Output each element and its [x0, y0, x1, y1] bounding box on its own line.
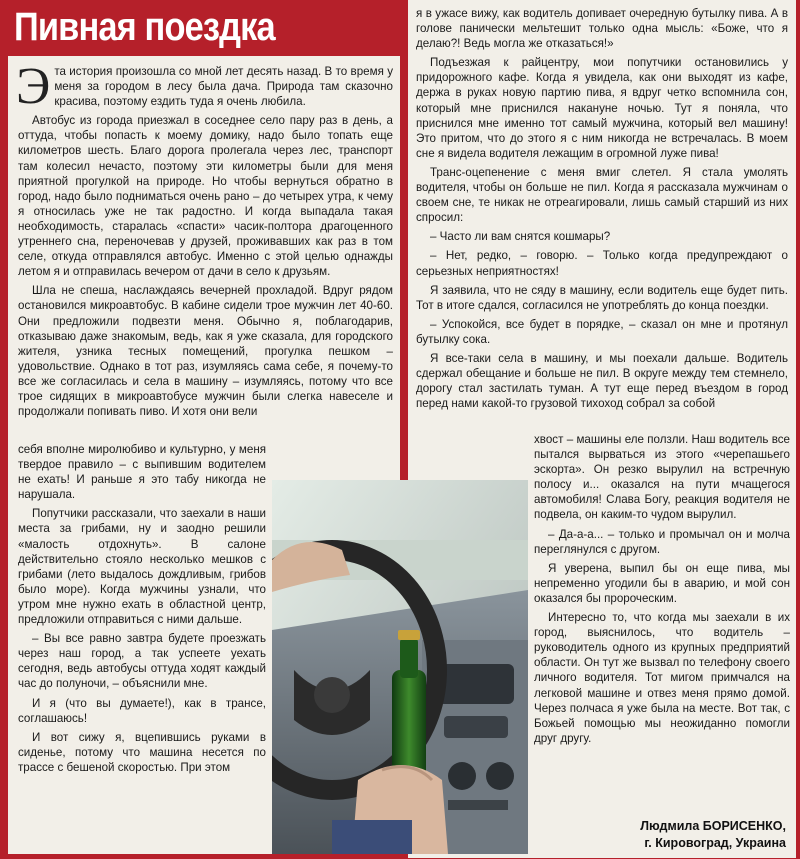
driver-with-beer-bottle-illustration: [272, 480, 528, 854]
paragraph: Автобус из города приезжал в соседнее село пару раз в день, а оттуда, чтобы попасть к моему домику, надо было топать еще километров шесть. Благо дорога пролегала через лес, транспорт там колесил нечасто, поэтому эти километры были для меня приятной прогулкой на природе. Но чтобы вернуться обратно в город, надо было подниматься очень рано – до четырех утра, к чему я относилась уже не так радостно. И когда выпадала такая необходимость, старалась «спасти» часик-полтора драгоценного утреннего сна, переночевав у друзей, проживавших как раз в том селе, откуда отправлялся автобус. Именно с этой целью однажды летом я и отправилась вечером от дачи в село к друзьям.: [18, 114, 393, 279]
drop-cap: Э: [16, 58, 51, 115]
column-right-top: [416, 6, 788, 415]
paragraph: Я уверена, выпил бы он еще пива, мы непременно угодили бы в аварию, и мой сон оказался бы пророческим.: [534, 561, 790, 605]
paragraph: – Вы все равно завтра будете проезжать через наш город, а так успеете уехать сегодня, ведь автобусы оттуда ходят каждый час до полуночи, – объяснили мне.: [18, 632, 266, 691]
column-right-narrow: [534, 432, 790, 750]
paragraph: – Часто ли вам снятся кошмары?: [430, 230, 611, 244]
paragraph: – Да-а-а... – только и промычал он и молча переглянулся с другом.: [534, 527, 790, 556]
paragraph: Интересно то, что когда мы заехали в их город, выяснилось, что водитель – руководитель одного из крупных предприятий области. Он тут же вызвал по телефону своего личного водителя. Тот мигом примчался на легковой машине и отвез меня прямо домой. Через полчаса я уже была на месте. Вот так, с Божьей помощью мы неожиданно помогли друг другу.: [534, 611, 790, 745]
paragraph: Я все-таки села в машину, и мы поехали дальше. Водитель сдержал обещание и больше не пил. В округе между тем стемнело, дорогу стал застилать туман. А тут еще перед въездом в город перед нами какой-то грузовой тихоход собрал за собой: [416, 351, 788, 411]
author-location: г. Кировоград, Украина: [644, 836, 786, 850]
paragraph: – Нет, редко, – говорю. – Только когда предупреждают о серьезных неприятностях!: [416, 249, 788, 278]
paragraph: – Успокойся, все будет в порядке, – сказал он мне и протянул бутылку сока.: [416, 317, 788, 346]
article-title: Пивная поездка: [14, 5, 275, 49]
paragraph: Шла не спеша, наслаждаясь вечерней прохладой. Вдруг рядом остановился микроавтобус. В кабине сидели трое мужчин лет 40-60. Они предложили подвезти меня. Обычно я, поблагодарив, отказываю даже знакомым, ведь, как я уже сказала, для городского жителя, узника тесных помещений, прогулка пешком – удовольствие. Однако в тот раз, изумляясь сама себе, я почему-то все же согласилась и села в машину – изумляясь, потому что все трое сидящих в микроавтобусе мужчин были слегка навеселе и продолжали попивать пиво. И хотя они вели: [18, 284, 393, 419]
paragraph: [16, 58, 393, 115]
paragraph-text: та история произошла со мной лет десять назад. В то время у меня за городом в лесу была дача. Природа там сказочно красива, поэтому ездить туда я очень любила.: [54, 65, 393, 109]
paragraph: Я заявила, что не сяду в машину, если водитель еще будет пить. Тот в итоге сдался, согласился не употреблять до конца поездки.: [416, 283, 788, 312]
column-left-narrow: [18, 442, 266, 779]
paragraph: Подъезжая к райцентру, мои попутчики остановились у придорожного кафе. Когда я увидела, как они выходят из кафе, держа в руках новую партию пива, я вдруг четко вспомнила сон, который мне приснился накануне ночью. Тут я поняла, что приснился мне именно тот самый мужчина, который вел машину! Это притом, что до этого я с ним никогда не встречалась. В моем сне я видела водителя лежащим в огромной луже пива!: [416, 56, 788, 160]
paragraph: я в ужасе вижу, как водитель допивает очередную бутылку пива. А в голове панически мельтешит только одна мысль: «Боже, что я делаю?! Ведь могла же отказаться!»: [416, 7, 788, 51]
paragraph: хвост – машины еле ползли. Наш водитель все пытался вырваться из этого «черепашьего эскорта». Он резко вырулил на встречную полосу и... оказался на пути мчащегося автомобиля! Слава Богу, реакция водителя не подвела, он каким-то чудом вырулил.: [534, 433, 790, 522]
author-signature: [640, 818, 786, 852]
author-name: Людмила БОРИСЕНКО,: [640, 819, 786, 833]
paragraph: себя вполне миролюбиво и культурно, у меня твердое правило – с выпившим водителем не ехать! И раньше я это табу никогда не нарушала.: [18, 443, 266, 502]
paragraph: И я (что вы думаете!), как в трансе, соглашаюсь!: [18, 696, 266, 725]
column-left-top: [16, 58, 393, 423]
paragraph: Попутчики рассказали, что заехали в наши места за грибами, ну и заодно решили «малость отдохнуть». В салоне действительно стояло несколько мешков с грибами (лето выдалось дождливым, грибов было море). Когда мужчины узнали, что утром мне нужно ехать в областной центр, предложили отправиться с ними дальше.: [18, 507, 266, 627]
paragraph: Транс-оцепенение с меня вмиг слетел. Я стала умолять водителя, чтобы он больше не пил. Когда я рассказала мужчинам о своем сне, те никак не отреагировали, лишь самый старший из них спросил:: [416, 165, 788, 225]
paragraph: И вот сижу я, вцепившись руками в сиденье, потому что машина несется по трассе с бешеной скоростью. При этом: [18, 730, 266, 774]
